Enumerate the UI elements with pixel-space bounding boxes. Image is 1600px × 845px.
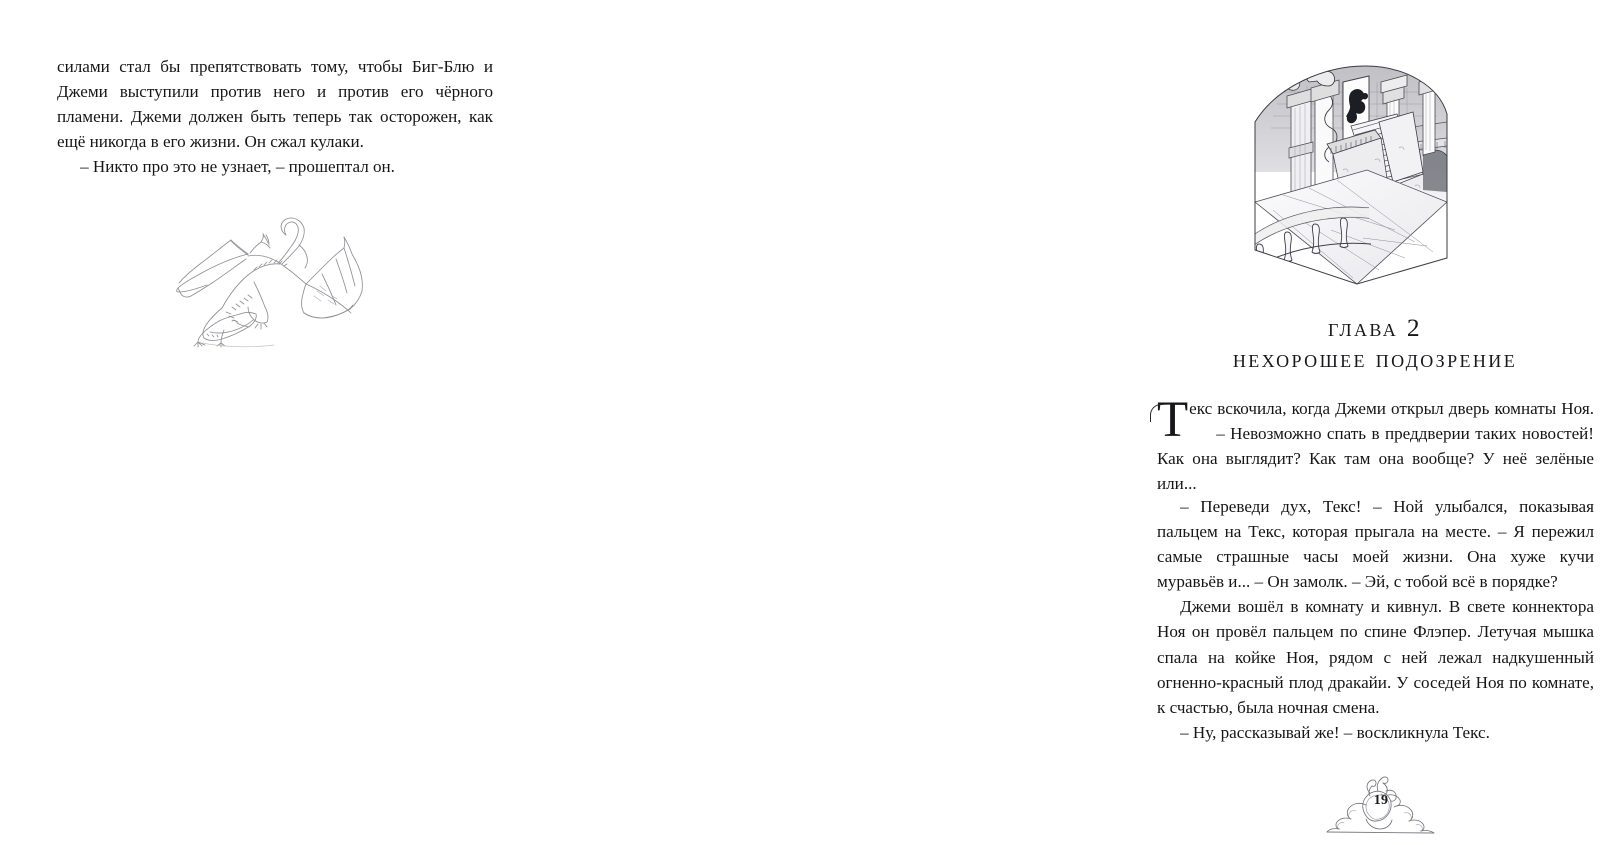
paragraph: – Переведи дух, Текс! – Ной улыбался, показывая пальцем на Текс, которая прыгала на месте. – Я пережил самые страшные часы моей жизни. Она хуже кучи муравьёв и... – Он замолк. – Эй, с тобой всё в порядке? — [1157, 497, 1594, 592]
drop-cap: Т — [1157, 398, 1188, 442]
opening-paragraph — [1157, 392, 1594, 496]
opening-paragraph-text: екс вскочила, когда Джеми открыл дверь комнаты Ноя. — [1189, 399, 1594, 418]
right-page-text-block — [1157, 494, 1594, 745]
dragon-sketch-illustration — [162, 212, 377, 347]
paragraph: силами стал бы препятствовать тому, чтобы Биг-Блю и Джеми выступили против него и против его чёрного пламени. Джеми должен быть теперь так осторожен, как ещё никогда в его жизни. Он сжал кулаки. — [57, 57, 493, 152]
opening-second-paragraph: – Невозможно спать в преддверии таких новостей! Как она выглядит? Как там она вообще? У неё зелёные или... — [1157, 424, 1594, 494]
right-page — [550, 0, 1594, 845]
courtyard-sketch-illustration — [1247, 52, 1452, 287]
chapter-title: нехорошее подозрение — [1232, 344, 1518, 373]
paragraph: Джеми вошёл в комнату и кивнул. В свете коннектора Ноя он провёл пальцем по спине Флэпер. Летучая мышка спала на койке Ноя, рядом с ней лежал надкушенный огненно-красный плод дракайи. У соседей Ноя по комнате, к счастью, была ночная смена. — [1157, 597, 1594, 717]
chapter-number: глава 2 — [1327, 313, 1423, 342]
paragraph: – Ну, рассказывай же! – воскликнула Текс. — [1180, 722, 1490, 742]
left-page — [0, 0, 550, 845]
paragraph: – Никто про это не узнает, – прошептал он. — [80, 157, 395, 177]
page-number: 19 — [1373, 793, 1389, 808]
chapter-heading — [1150, 313, 1600, 375]
left-page-text-block — [57, 54, 493, 179]
chapter-opening-block — [1157, 392, 1594, 496]
